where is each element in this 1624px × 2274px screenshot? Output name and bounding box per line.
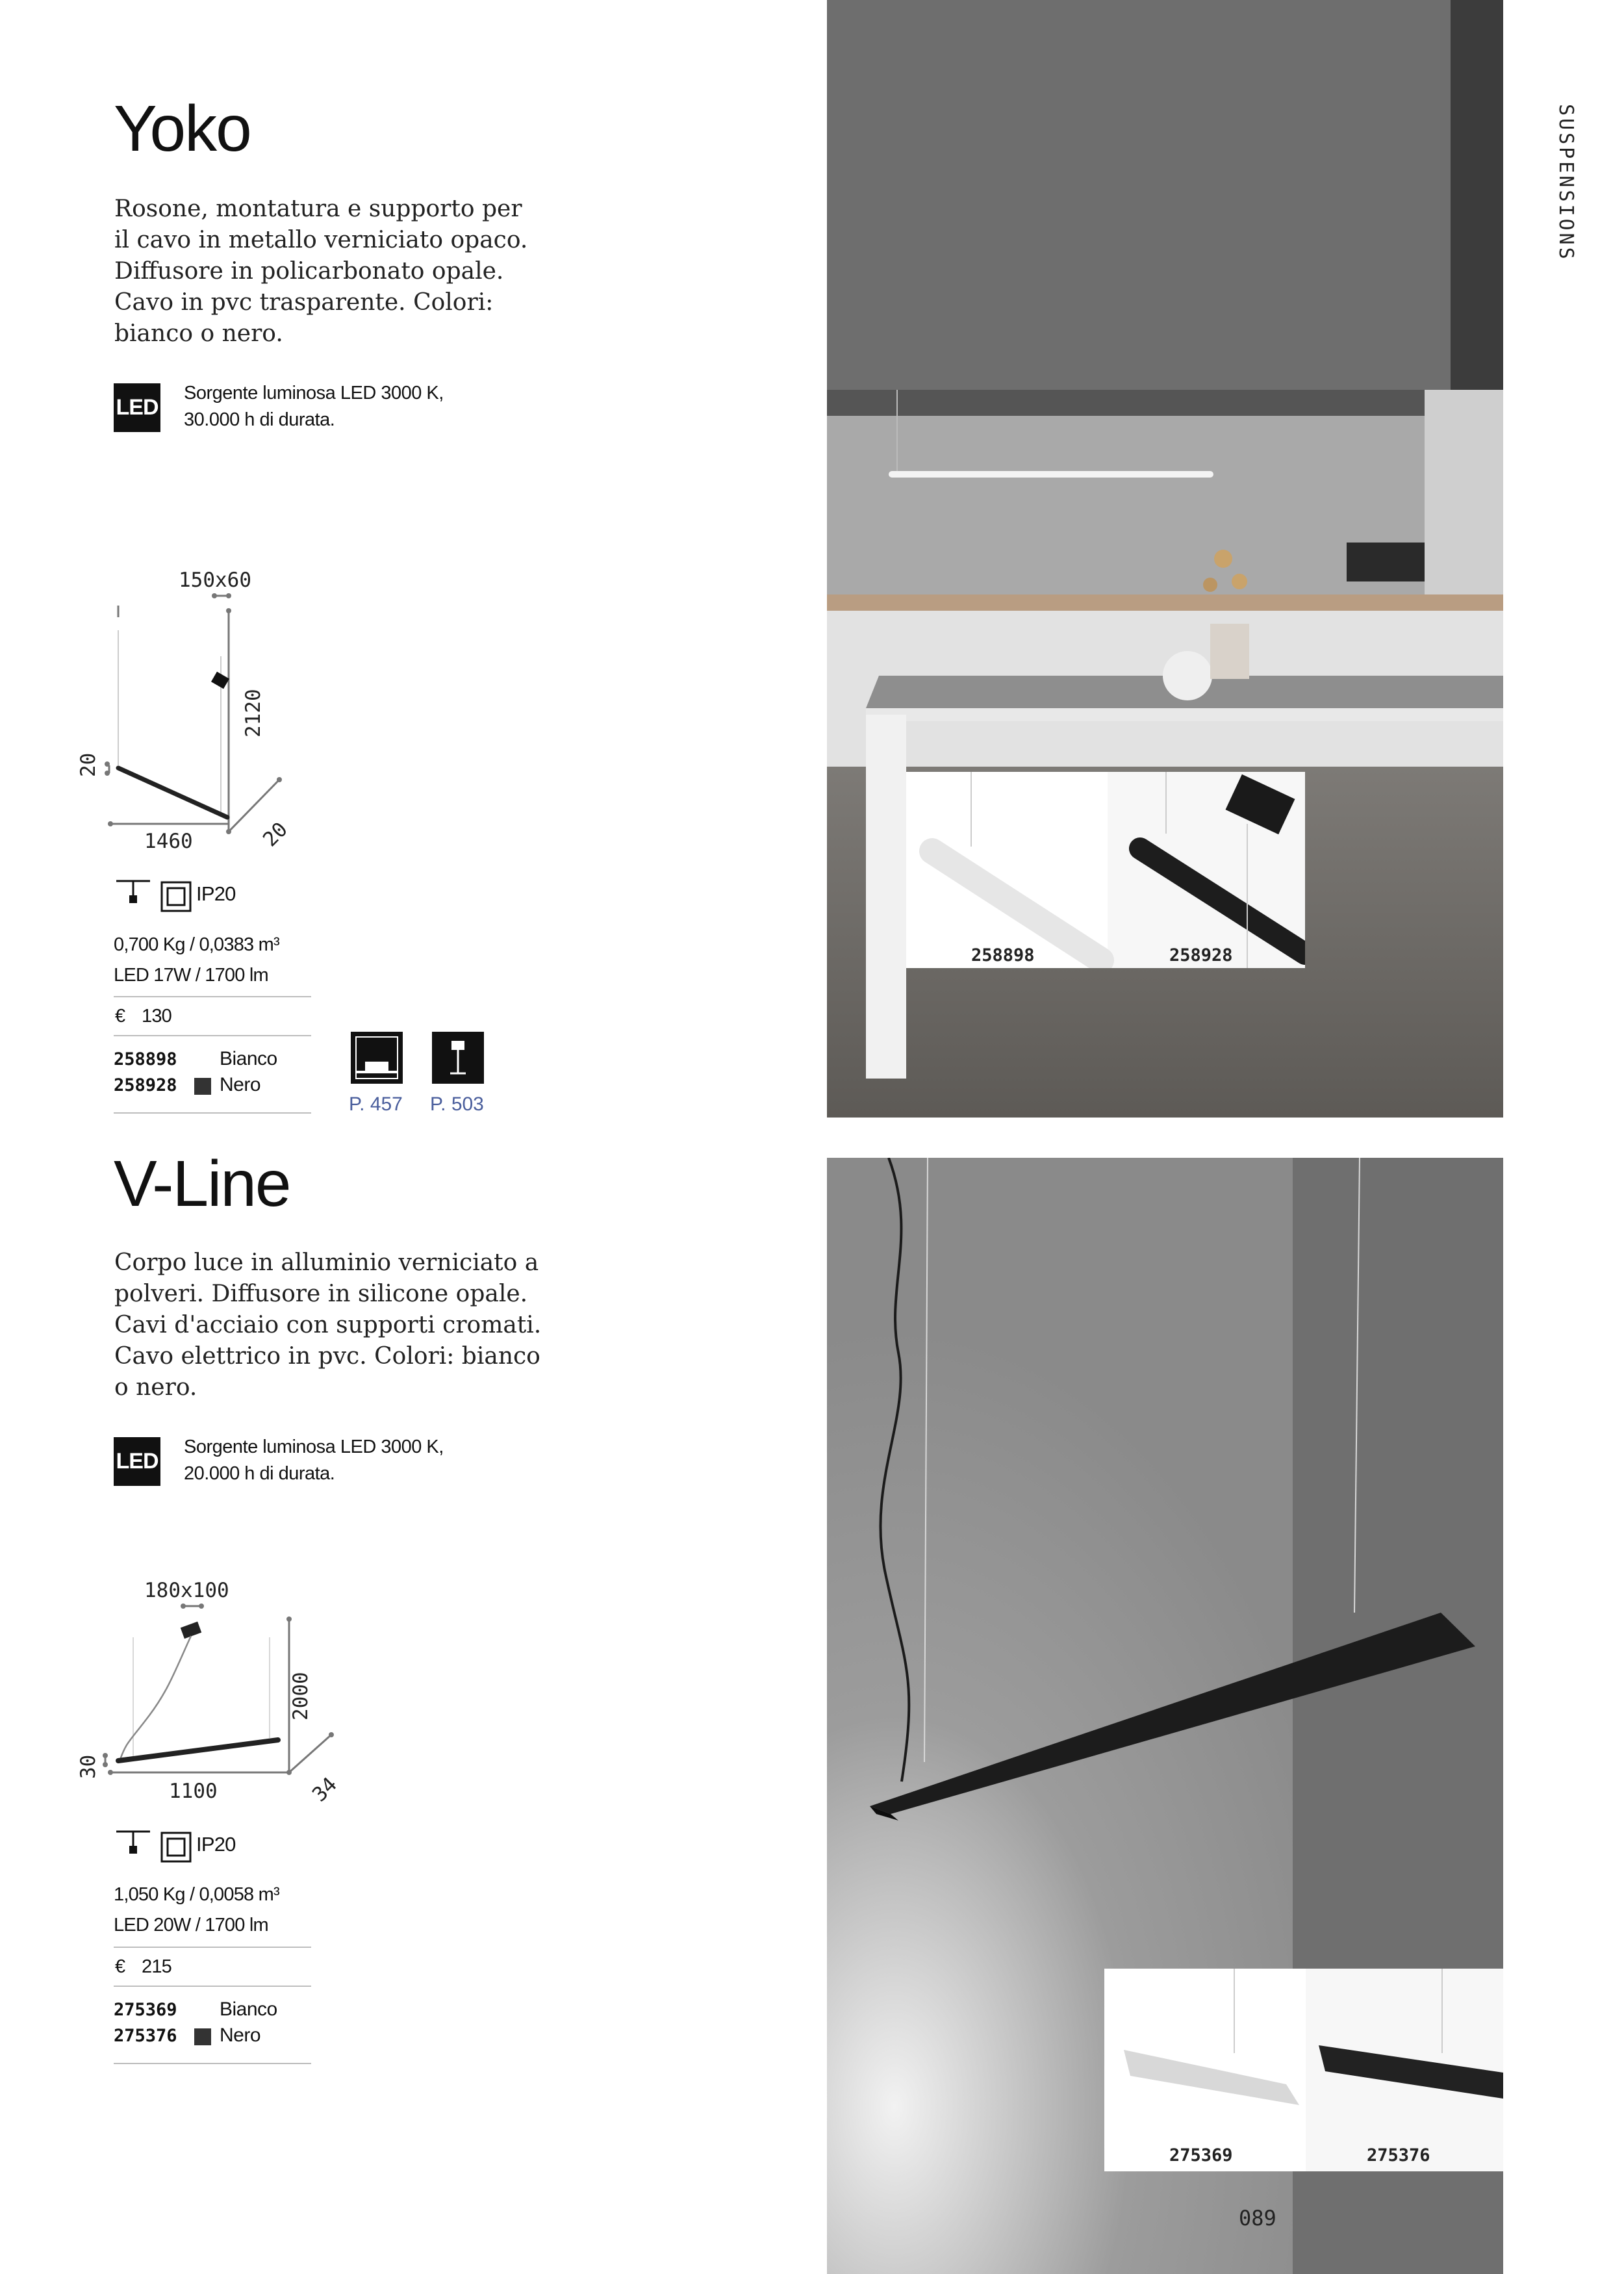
divider: [114, 1112, 311, 1114]
dimension-depth: 20: [259, 817, 292, 852]
product-variants-inset-yoko: [906, 772, 1305, 968]
color-swatch-white: [194, 2002, 211, 2019]
divider: [114, 1035, 311, 1036]
weight-volume: 0,700 Kg / 0,0383 m³: [114, 934, 279, 955]
color-swatch-black: [194, 1078, 211, 1095]
price: 215: [142, 1956, 171, 1977]
variant-code: 275369: [114, 2000, 177, 2020]
dimension-canopy: 180x100: [144, 1579, 229, 1602]
product-description-yoko: Rosone, montatura e supporto per il cavo in metallo verniciato opaco. Diffusore in policarbonato opale. Cavo in pvc trasparente. Colori: bianco o nero.: [114, 196, 528, 347]
ip-rating: IP20: [196, 1833, 236, 1856]
floor-lamp-icon[interactable]: [432, 1032, 484, 1084]
variant-code: 258898: [114, 1049, 177, 1069]
dimension-drawing-yoko: [71, 559, 344, 858]
dimension-length: 1460: [144, 830, 193, 853]
divider: [114, 1986, 311, 1987]
dimension-left: 30: [77, 1754, 100, 1779]
variant-color-name: Nero: [220, 2025, 261, 2046]
power-output: LED 17W / 1700 lm: [114, 965, 268, 986]
ip-rating: IP20: [196, 882, 236, 905]
dimension-depth: 34: [308, 1772, 342, 1807]
currency-symbol: €: [115, 1956, 125, 1977]
suspension-icon: [114, 878, 153, 904]
color-swatch-black: [194, 2028, 211, 2045]
led-badge: LED: [114, 1437, 160, 1486]
photo-variant-code: 275376: [1367, 2145, 1430, 2165]
power-output: LED 20W / 1700 lm: [114, 1915, 268, 1935]
dimension-left: 20: [77, 752, 100, 777]
photo-variant-code: 258928: [1169, 945, 1233, 965]
led-source-text: Sorgente luminosa LED 3000 K, 30.000 h di durata.: [184, 383, 444, 430]
price: 130: [142, 1006, 171, 1027]
class-ii-icon: [160, 881, 192, 912]
variant-color-name: Bianco: [220, 1048, 277, 1069]
photo-variant-code: 275369: [1169, 2145, 1233, 2165]
dimension-height: 2120: [242, 689, 265, 737]
dimension-canopy: 150x60: [179, 568, 251, 592]
ceiling-lamp-icon[interactable]: [351, 1032, 403, 1084]
dimension-length: 1100: [169, 1780, 218, 1803]
photo-variant-code: 258898: [971, 945, 1035, 965]
divider: [114, 1947, 311, 1948]
variant-color-name: Bianco: [220, 1999, 277, 2020]
section-side-label: SUSPENSIONS: [1554, 104, 1577, 262]
currency-symbol: €: [115, 1006, 125, 1027]
color-swatch-white: [194, 1052, 211, 1069]
suspension-icon: [114, 1829, 153, 1855]
variant-code: 258928: [114, 1075, 177, 1095]
divider: [114, 996, 311, 997]
led-source-text: Sorgente luminosa LED 3000 K, 20.000 h di durata.: [184, 1437, 444, 1484]
class-ii-icon: [160, 1832, 192, 1863]
variant-color-name: Nero: [220, 1074, 261, 1095]
led-badge: LED: [114, 383, 160, 432]
product-variants-inset-vline: [1104, 1969, 1503, 2171]
product-description-vline: Corpo luce in alluminio verniciato a polveri. Diffusore in silicone opale. Cavi d'acciaio con supporti cromati. Cavo elettrico in pvc. Colori: bianco o nero.: [114, 1249, 542, 1401]
divider: [114, 2063, 311, 2064]
variant-code: 275376: [114, 2026, 177, 2046]
page-reference-link[interactable]: P. 503: [430, 1093, 484, 1115]
product-title-vline: V-Line: [114, 1147, 290, 1220]
weight-volume: 1,050 Kg / 0,0058 m³: [114, 1884, 279, 1905]
dimension-height: 2000: [289, 1672, 312, 1720]
page-reference-link[interactable]: P. 457: [349, 1093, 403, 1115]
product-title-yoko: Yoko: [114, 92, 251, 165]
page-number: 089: [1239, 2206, 1276, 2230]
